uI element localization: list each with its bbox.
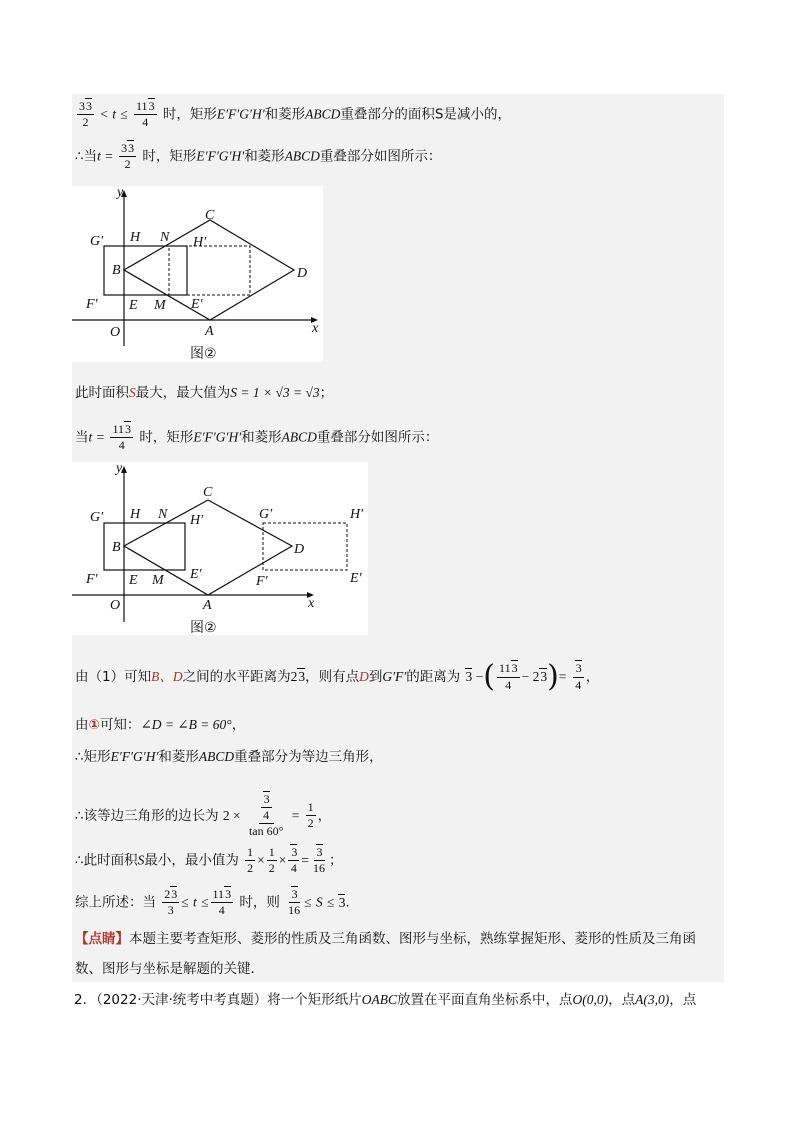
label-M: M [154,298,166,313]
label-E-prime: E′ [190,567,202,582]
fraction-1-over-2: $\frac{1}{2}$ [307,800,314,831]
label-O: O [110,598,121,613]
fraction-11sqrt3-over-4: $\frac{113}{4}$ [112,422,132,453]
line-3: 此时面积S最大，最大值为S = 1 × √3 = √3； [75,385,334,401]
x-axis-label: x [312,321,319,336]
fraction-sqrt3-over-4: $\frac{3}{4}$ [573,662,584,691]
label-B: B [112,540,121,555]
line-7: ∴矩形E′F′G′H′和菱形ABCD重叠部分为等边三角形， [75,749,383,765]
label-G-prime: G′ [90,510,104,525]
fraction-sqrt3-4-over-tan60: $\frac{\frac{3}{4}}{\tan 60^\circ}$ [248,792,284,839]
label-D: D [297,266,308,281]
label-M: M [152,573,164,588]
label-N: N [158,507,168,522]
label-A: A [203,598,212,613]
figure-1 [72,186,323,362]
label-F-prime: F′ [86,572,98,587]
label-E: E [129,298,138,313]
label-H-prime: H′ [190,513,204,528]
line-6: 由①可知：∠D = ∠B = 60°， [75,717,246,733]
line-13: 2．（2022·天津·统考中考真题）将一个矩形纸片OABC放置在平面直角坐标系中，点O(0,0)，点A(3,0)，点 [74,992,697,1008]
line-1: $\frac{33}{2}$ < t ≤ $\frac{113}{4}$ 时，矩形E′F′G′H′和菱形ABCD重叠部分的面积S是减小的， [79,99,511,130]
label-F-prime-2: F′ [256,574,268,589]
fraction-3sqrt3-over-2: $\frac{33}{2}$ [121,141,135,172]
label-F-prime: F′ [86,297,98,312]
label-G-prime: G′ [90,234,104,249]
fraction-11sqrt3-over-4: $\frac{113}{4}$ [499,661,518,692]
label-H-prime: H′ [193,235,207,250]
label-O: O [110,325,121,340]
figure-2 [72,462,368,635]
figure-2-caption: 图② [190,620,217,635]
line-10: 综上所述：当 $\frac{23}{3}$ ≤ t ≤ $\frac{113}{4}$ 时，则 $\frac{3}{16}$ ≤ S ≤ 3． [75,887,359,918]
line-4: 当t = $\frac{113}{4}$ 时，矩形E′F′G′H′和菱形ABCD重叠部分如图所示： [75,422,439,453]
y-axis-label: y [117,186,124,200]
label-A: A [205,324,214,339]
label-H-prime-2: H′ [350,507,364,522]
x-axis-label: x [308,596,315,611]
line-8: ∴该等边三角形的边长为 2 × $\frac{\frac{3}{4}}{\tan 60^\circ}$ = $\frac{1}{2}$ ， [75,792,332,839]
label-N: N [160,230,170,245]
label-E-prime-2: E′ [350,571,362,586]
label-E-prime: E′ [191,297,203,312]
label-B: B [112,263,121,278]
y-axis-label: y [116,462,123,476]
figure-1-caption: 图② [190,346,217,362]
fraction-11sqrt3-over-4: $\frac{113}{4}$ [136,99,155,130]
line-9: ∴此时面积S最小，最小值为 $\frac{1}{2}$ × $\frac{1}{2}$ × $\frac{3}{4}$ = $\frac{3}{16}$ ； [75,845,343,876]
comment-tag: 【点睛】 [75,931,129,947]
label-C: C [205,208,215,223]
line-5: 由（1）可知B、D之间的水平距离为23，则有点D到G′F′的距离为 3 −( $\frac{113}{4}$ − 23)= $\frac{3}{4}$ ， [75,659,600,694]
label-H: H [130,230,141,245]
line-11: 【点睛】本题主要考查矩形、菱形的性质及三角函数、图形与坐标，熟练掌握矩形、菱形的性质及三角函 [75,931,696,947]
label-D: D [294,542,305,557]
label-H: H [130,507,141,522]
label-G-prime-2: G′ [259,507,273,522]
label-C: C [203,485,213,500]
label-E: E [129,573,138,588]
line-12: 数、图形与坐标是解题的关键． [75,961,264,977]
fraction-3sqrt3-over-2: $\frac{33}{2}$ [79,99,92,130]
line-2: ∴当t = $\frac{33}{2}$ 时，矩形E′F′G′H′和菱形ABCD重叠部分如图所示： [75,141,442,172]
